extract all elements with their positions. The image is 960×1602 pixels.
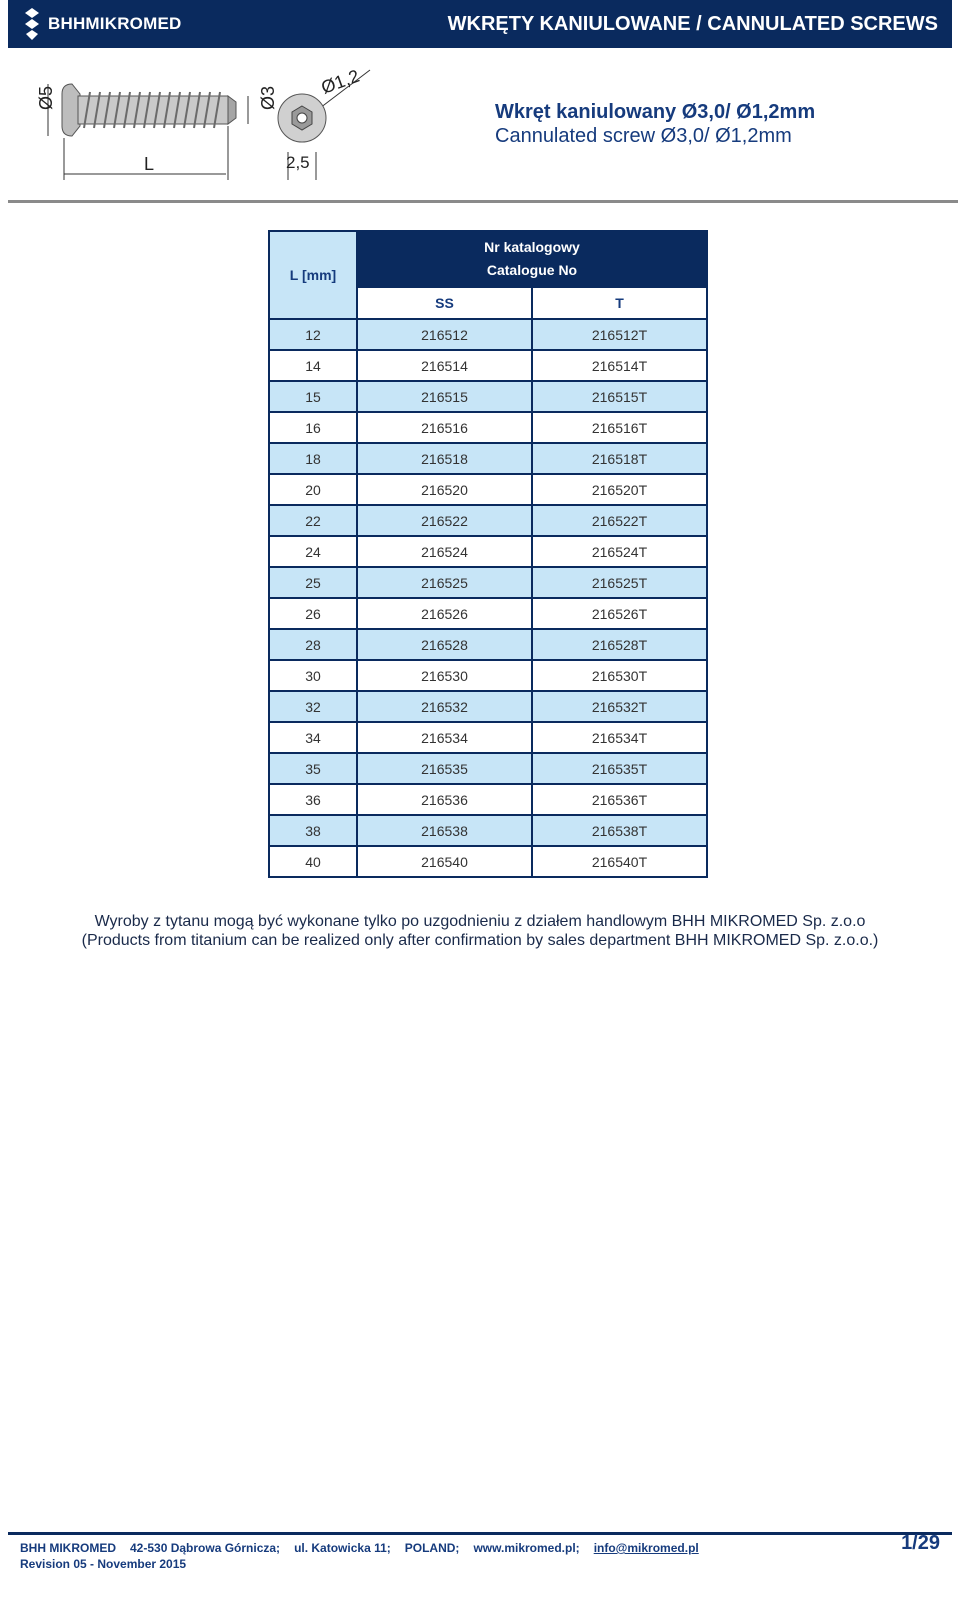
ss-catalogue-cell: 216532 bbox=[357, 691, 532, 722]
footer-address bbox=[20, 1541, 699, 1555]
table-row bbox=[269, 319, 707, 350]
t-catalogue-cell: 216526T bbox=[532, 598, 707, 629]
dim-head-diameter: Ø5 bbox=[36, 85, 56, 110]
length-cell: 20 bbox=[269, 474, 357, 505]
t-column-header: T bbox=[532, 287, 707, 319]
ss-catalogue-cell: 216524 bbox=[357, 536, 532, 567]
catalogue-table bbox=[268, 230, 708, 878]
ss-catalogue-cell: 216522 bbox=[357, 505, 532, 536]
screw-end-view bbox=[278, 94, 326, 142]
length-cell: 36 bbox=[269, 784, 357, 815]
t-catalogue-cell: 216520T bbox=[532, 474, 707, 505]
footer-street: ul. Katowicka 11; bbox=[294, 1541, 391, 1555]
t-catalogue-cell: 216540T bbox=[532, 846, 707, 877]
page-footer bbox=[20, 1532, 940, 1571]
table-row bbox=[269, 784, 707, 815]
ss-catalogue-cell: 216515 bbox=[357, 381, 532, 412]
footer-revision: Revision 05 - November 2015 bbox=[20, 1557, 187, 1571]
table-row bbox=[269, 381, 707, 412]
t-catalogue-cell: 216525T bbox=[532, 567, 707, 598]
dim-length: L bbox=[144, 154, 155, 174]
dim-cannulation: Ø1,2 bbox=[318, 65, 363, 98]
length-cell: 12 bbox=[269, 319, 357, 350]
product-title-pl: Wkręt kaniulowany Ø3,0/ Ø1,2mm bbox=[495, 101, 816, 123]
product-title-en: Cannulated screw Ø3,0/ Ø1,2mm bbox=[495, 125, 792, 147]
table-row bbox=[269, 846, 707, 877]
footer-email-link[interactable]: info@mikromed.pl bbox=[593, 1541, 699, 1555]
dim-thread-diameter: Ø3 bbox=[258, 85, 278, 110]
length-column-header: L [mm] bbox=[269, 231, 357, 319]
screw-technical-drawing bbox=[20, 62, 380, 192]
table-row bbox=[269, 691, 707, 722]
table-row bbox=[269, 815, 707, 846]
footer-city: 42-530 Dąbrowa Górnicza; bbox=[130, 1541, 281, 1555]
table-row bbox=[269, 350, 707, 381]
length-cell: 30 bbox=[269, 660, 357, 691]
table-row bbox=[269, 474, 707, 505]
ss-catalogue-cell: 216516 bbox=[357, 412, 532, 443]
ss-catalogue-cell: 216526 bbox=[357, 598, 532, 629]
length-cell: 38 bbox=[269, 815, 357, 846]
length-cell: 28 bbox=[269, 629, 357, 660]
ss-column-header: SS bbox=[357, 287, 532, 319]
ss-catalogue-cell: 216514 bbox=[357, 350, 532, 381]
page-number: 1/29 bbox=[901, 1532, 940, 1554]
ss-catalogue-cell: 216535 bbox=[357, 753, 532, 784]
length-cell: 16 bbox=[269, 412, 357, 443]
t-catalogue-cell: 216528T bbox=[532, 629, 707, 660]
dim-hex: 2,5 bbox=[286, 153, 310, 172]
ss-catalogue-cell: 216534 bbox=[357, 722, 532, 753]
ss-catalogue-cell: 216540 bbox=[357, 846, 532, 877]
length-cell: 14 bbox=[269, 350, 357, 381]
ss-catalogue-cell: 216512 bbox=[357, 319, 532, 350]
length-cell: 24 bbox=[269, 536, 357, 567]
t-catalogue-cell: 216512T bbox=[532, 319, 707, 350]
ss-catalogue-cell: 216536 bbox=[357, 784, 532, 815]
t-catalogue-cell: 216536T bbox=[532, 784, 707, 815]
t-catalogue-cell: 216530T bbox=[532, 660, 707, 691]
t-catalogue-cell: 216514T bbox=[532, 350, 707, 381]
table-row bbox=[269, 567, 707, 598]
note-en: (Products from titanium can be realized only after confirmation by sales department BHH MIKROMED Sp. z.o.o.) bbox=[81, 932, 879, 949]
logo-screw-icon bbox=[24, 8, 40, 40]
footer-website: www.mikromed.pl; bbox=[473, 1541, 580, 1555]
t-catalogue-cell: 216516T bbox=[532, 412, 707, 443]
ss-catalogue-cell: 216538 bbox=[357, 815, 532, 846]
ss-catalogue-cell: 216520 bbox=[357, 474, 532, 505]
t-catalogue-cell: 216522T bbox=[532, 505, 707, 536]
table-row bbox=[269, 629, 707, 660]
company-logo bbox=[24, 8, 181, 40]
t-catalogue-cell: 216535T bbox=[532, 753, 707, 784]
footer-country: POLAND; bbox=[404, 1541, 460, 1555]
product-title bbox=[495, 100, 815, 148]
t-catalogue-cell: 216532T bbox=[532, 691, 707, 722]
ss-catalogue-cell: 216528 bbox=[357, 629, 532, 660]
catalogue-table-body bbox=[269, 319, 707, 877]
table-row bbox=[269, 505, 707, 536]
t-catalogue-cell: 216534T bbox=[532, 722, 707, 753]
note-pl: Wyroby z tytanu mogą być wykonane tylko po uzgodnieniu z działem handlowym BHH MIKROMED Sp. z.o.o bbox=[94, 913, 866, 930]
length-cell: 40 bbox=[269, 846, 357, 877]
length-cell: 32 bbox=[269, 691, 357, 722]
length-cell: 15 bbox=[269, 381, 357, 412]
table-row bbox=[269, 598, 707, 629]
catalogue-header-en: Catalogue No bbox=[486, 262, 578, 278]
catalogue-header-pl: Nr katalogowy bbox=[484, 239, 580, 255]
length-cell: 34 bbox=[269, 722, 357, 753]
length-cell: 26 bbox=[269, 598, 357, 629]
screw-side-view bbox=[62, 84, 236, 136]
table-row bbox=[269, 443, 707, 474]
titanium-note bbox=[0, 912, 960, 950]
footer-separator bbox=[8, 1532, 952, 1535]
t-catalogue-cell: 216524T bbox=[532, 536, 707, 567]
t-catalogue-cell: 216518T bbox=[532, 443, 707, 474]
ss-catalogue-cell: 216525 bbox=[357, 567, 532, 598]
t-catalogue-cell: 216515T bbox=[532, 381, 707, 412]
page-header bbox=[8, 0, 952, 48]
page-title: WKRĘTY KANIULOWANE / CANNULATED SCREWS bbox=[447, 12, 938, 35]
table-row bbox=[269, 412, 707, 443]
header-separator bbox=[8, 200, 958, 203]
table-row bbox=[269, 722, 707, 753]
table-row bbox=[269, 753, 707, 784]
ss-catalogue-cell: 216518 bbox=[357, 443, 532, 474]
length-cell: 22 bbox=[269, 505, 357, 536]
logo-text: BHHMIKROMED bbox=[48, 14, 182, 33]
ss-catalogue-cell: 216530 bbox=[357, 660, 532, 691]
length-cell: 25 bbox=[269, 567, 357, 598]
length-cell: 18 bbox=[269, 443, 357, 474]
table-row bbox=[269, 536, 707, 567]
catalogue-number-header bbox=[357, 231, 707, 287]
t-catalogue-cell: 216538T bbox=[532, 815, 707, 846]
length-cell: 35 bbox=[269, 753, 357, 784]
table-row bbox=[269, 660, 707, 691]
footer-company: BHH MIKROMED bbox=[20, 1541, 116, 1555]
